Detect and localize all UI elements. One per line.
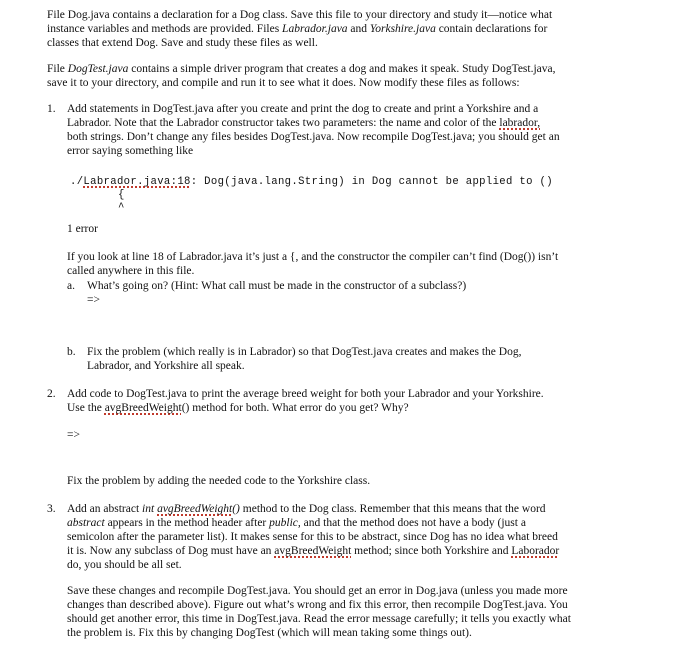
- sub-item-b-line-2: Labrador, and Yorkshire all speak.: [87, 360, 245, 372]
- item-3-para-2-line-2: changes than described above). Figure out what’s wrong and fix this error, then recompile DogTest.java. You: [67, 599, 568, 611]
- intro-line-1: File Dog.java contains a declaration for a Dog class. Save this file to your directory and study it—notice what: [47, 9, 553, 21]
- item-1-para-2-line-1: If you look at line 18 of Labrador.java it’s just a {, and the constructor the compiler can’t find (Dog()) isn’t: [67, 251, 559, 263]
- item-3-text: it is. Now any subclass of Dog must have an: [67, 545, 275, 557]
- spellcheck-word: Labrador.java:18: [83, 176, 191, 188]
- filename-dogtest: DogTest.java: [67, 63, 129, 75]
- item-2-text: () method for both. What error do you get? Why?: [181, 402, 409, 414]
- item-2-line-1: Add code to DogTest.java to print the average breed weight for both your Labrador and your Yorkshire.: [67, 388, 544, 400]
- item-2-fix: Fix the problem by adding the needed code to the Yorkshire class.: [67, 475, 371, 487]
- item-2-number: 2.: [47, 388, 56, 400]
- compiler-error-caret: ^: [118, 202, 125, 214]
- item-3-line-1: [67, 503, 546, 516]
- driver-line-2: save it to your directory, and compile and run it to see what it does. Now modify these files as follows:: [47, 77, 520, 89]
- item-3-text: method to the Dog class. Remember that this means that the word: [239, 503, 546, 515]
- spellcheck-word: avgBreedWeight: [104, 402, 182, 414]
- spellcheck-word: avgBreedWeight: [157, 503, 233, 515]
- item-3-line-2: [67, 517, 526, 530]
- answer-arrow-2: =>: [67, 429, 80, 441]
- sub-item-b-line-1: Fix the problem (which really is in Labrador) so that DogTest.java creates and makes the Dog,: [87, 346, 522, 358]
- item-3-para-2-line-1: Save these changes and recompile DogTest.java. You should get an error in Dog.java (unless you made more: [67, 585, 568, 597]
- item-3-line-3: semicolon after the parameter list). It makes sense for this to be abstract, since Dog has no idea what breed: [67, 531, 558, 543]
- item-3-para-2-line-3: should get another error, this time in DogTest.java. Read the error message carefully; it tells you exactly what: [67, 613, 571, 625]
- driver-text: contains a simple driver program that creates a dog and makes it speak. Study DogTest.java,: [128, 63, 556, 75]
- item-3-text: method; since both Yorkshire and: [351, 545, 512, 557]
- answer-arrow-a: =>: [87, 294, 100, 306]
- intro-text: and: [347, 23, 370, 35]
- code-text: : Dog(java.lang.String) in Dog cannot be applied to (): [190, 176, 553, 188]
- item-3-para-2-line-4: the problem is. Fix this by changing DogTest (which will mean taking some things out).: [67, 627, 472, 639]
- intro-line-3: classes that extend Dog. Save and study these files as well.: [47, 37, 318, 49]
- item-1-para-2-line-2: called anywhere in this file.: [67, 265, 195, 277]
- intro-text: instance variables and methods are provided. Files: [47, 23, 283, 35]
- item-3-line-5: do, you should be all set.: [67, 559, 182, 571]
- sub-item-a-text: What’s going on? (Hint: What call must be made in the constructor of a subclass?): [87, 280, 467, 292]
- item-3-text: Add an abstract: [67, 503, 143, 515]
- keyword-public: public,: [269, 517, 301, 529]
- driver-text: File: [47, 63, 68, 75]
- item-2-line-2: [67, 402, 409, 415]
- code-parens: (): [232, 503, 240, 515]
- compiler-error-line: [70, 176, 553, 189]
- item-1-number: 1.: [47, 103, 56, 115]
- keyword-abstract: abstract: [67, 517, 105, 529]
- item-1-text: Labrador. Note that the Labrador constructor takes two parameters: the name and color of the: [67, 117, 500, 129]
- sub-item-a-label: a.: [67, 280, 75, 292]
- item-1-line-1: Add statements in DogTest.java after you create and print the dog to create and print a Yorkshire and a: [67, 103, 539, 115]
- error-count: 1 error: [67, 223, 98, 235]
- driver-line-1: [47, 63, 556, 76]
- intro-line-2: [47, 23, 547, 36]
- filename-yorkshire: Yorkshire.java: [369, 23, 436, 35]
- spellcheck-word: avgBreedWeight: [274, 545, 352, 557]
- item-3-text: and that the method does not have a body (just a: [300, 517, 526, 529]
- item-2-text: Use the: [67, 402, 105, 414]
- spellcheck-word: labrador,: [499, 117, 541, 129]
- code-text: ./: [70, 176, 84, 188]
- code-type: int: [142, 503, 158, 515]
- compiler-error-brace: {: [118, 189, 125, 201]
- spellcheck-word: Laborador: [511, 545, 560, 557]
- sub-item-b-label: b.: [67, 346, 76, 358]
- item-3-text: appears in the method header after: [104, 517, 270, 529]
- intro-text: contain declarations for: [435, 23, 548, 35]
- filename-labrador: Labrador.java: [282, 23, 348, 35]
- item-3-number: 3.: [47, 503, 56, 515]
- item-1-line-3: both strings. Don’t change any files besides DogTest.java. Now recompile DogTest.java; you should get an: [67, 131, 560, 143]
- item-1-line-2: [67, 117, 540, 130]
- item-3-line-4: [67, 545, 559, 558]
- item-1-line-4: error saying something like: [67, 145, 194, 157]
